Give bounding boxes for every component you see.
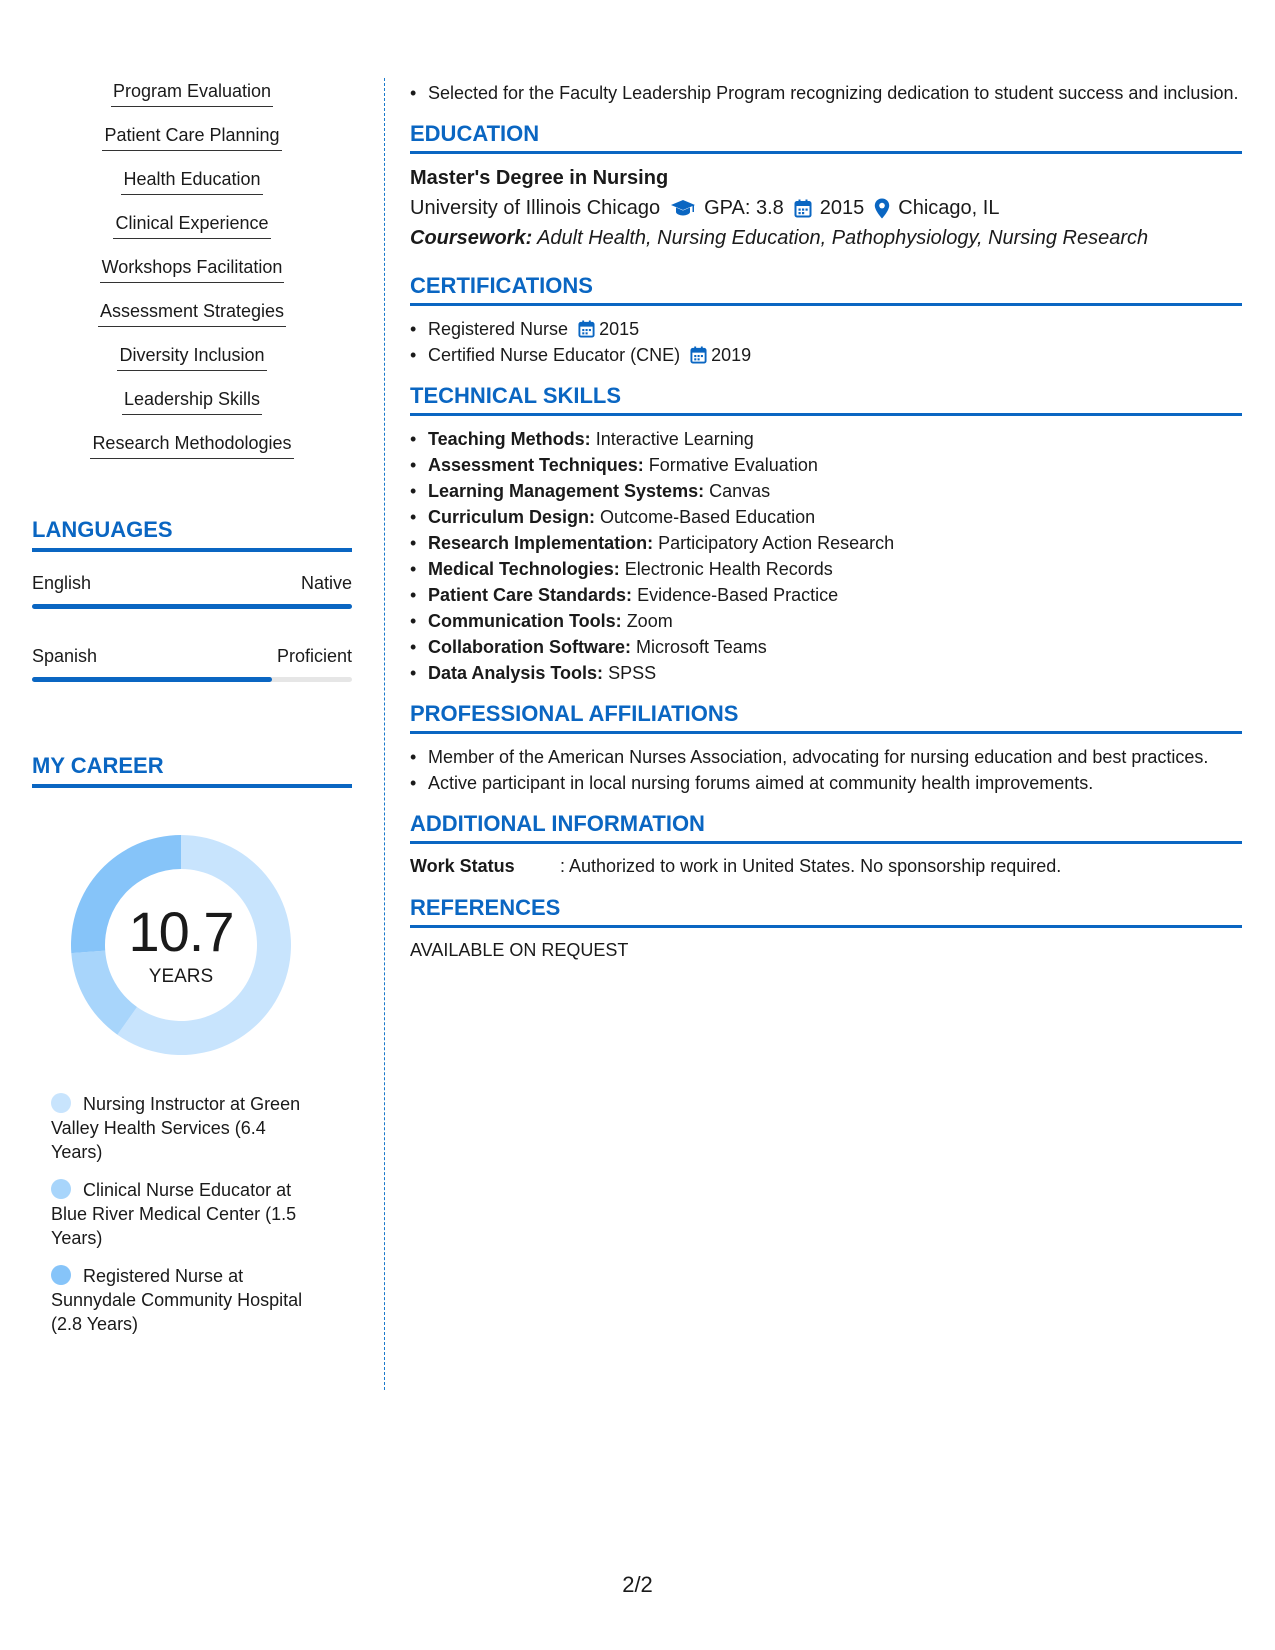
school-location: Chicago, IL [898,197,1000,219]
technical-skill-item [410,634,1242,660]
legend-label: Registered Nurse at Sunnydale Community Hospital (2.8 Years) [51,1266,303,1334]
career-donut [66,830,296,1060]
languages-section [32,516,352,682]
sidebar [32,80,352,1350]
technical-skills-list [410,426,1242,686]
column-divider [384,78,385,1390]
technical-skills-section [410,382,1242,686]
coursework-list: Adult Health, Nursing Education, Pathophysiology, Nursing Research [537,227,1149,249]
degree-title: Master's Degree in Nursing [410,167,669,189]
skill-label: Communication Tools: [428,611,622,631]
skill-value: Formative Evaluation [648,455,818,475]
legend-dot [51,1179,71,1199]
certification-item [410,342,1242,368]
technical-skills-heading: TECHNICAL SKILLS [410,382,1242,416]
skill-label: Curriculum Design: [428,507,596,527]
skill-label: Teaching Methods: [428,429,591,449]
career-total: 10.7 [128,900,234,963]
skill-tag: Clinical Experience [113,212,270,239]
technical-skill-item [410,582,1242,608]
coursework-label: Coursework: [410,227,533,249]
career-unit: YEARS [148,966,214,987]
certification-year: 2015 [599,319,640,339]
technical-skill-item [410,452,1242,478]
skills-list [32,80,352,476]
skill-value: Outcome-Based Education [600,507,816,527]
graduation-cap-icon [670,199,696,217]
language-bar-fill [32,604,352,609]
graduation-year: 2015 [819,197,865,219]
technical-skill-item [410,504,1242,530]
intro-bullet: • Selected for the Faculty Leadership Program recognizing dedication to student success and inclusion. [410,80,1242,106]
languages-heading: LANGUAGES [32,516,352,552]
skill-tag: Research Methodologies [90,432,293,459]
skill-value: Zoom [626,611,673,631]
skill-tag: Diversity Inclusion [117,344,266,371]
affiliations-heading: PROFESSIONAL AFFILIATIONS [410,700,1242,734]
skill-value: Canvas [709,481,771,501]
technical-skill-item [410,556,1242,582]
skill-value: Participatory Action Research [658,533,895,553]
education-section [410,120,1242,252]
school-name: University of Illinois Chicago [410,197,661,219]
language-level: Native [300,573,352,593]
skill-value: Interactive Learning [595,429,754,449]
calendar-icon [794,199,812,218]
technical-skill-item [410,608,1242,634]
language-bar [32,604,352,609]
gpa: GPA: 3.8 [704,197,784,219]
skill-tag: Patient Care Planning [102,124,281,151]
certifications-section [410,272,1242,368]
affiliation-item: • Active participant in local nursing forums aimed at community health improvements. [410,770,1242,796]
additional-info-heading: ADDITIONAL INFORMATION [410,810,1242,844]
main-column [410,80,1242,962]
language-item [32,572,352,609]
technical-skill-item [410,478,1242,504]
language-name: Spanish [32,646,98,666]
certifications-list [410,316,1242,368]
certification-item [410,316,1242,342]
work-status-label: Work Status [410,856,515,876]
references-heading: REFERENCES [410,894,1242,928]
career-legend [51,1092,321,1336]
page-number: 2/2 [622,1572,653,1597]
affiliations-section [410,700,1242,796]
skill-value: Electronic Health Records [624,559,833,579]
affiliations-list [410,744,1242,796]
coursework [410,224,1242,252]
language-bar-fill [32,677,272,682]
language-level: Proficient [276,646,352,666]
skill-tag: Workshops Facilitation [100,256,285,283]
references-text: AVAILABLE ON REQUEST [410,940,629,960]
technical-skill-item [410,426,1242,452]
skill-label: Learning Management Systems: [428,481,705,501]
calendar-icon [578,320,595,338]
skill-value: SPSS [608,663,657,683]
career-legend-item [51,1264,321,1336]
certification-name: Certified Nurse Educator (CNE) [428,345,681,365]
skill-value: Microsoft Teams [636,637,767,657]
skill-label: Data Analysis Tools: [428,663,604,683]
career-legend-item [51,1178,321,1250]
legend-label: Clinical Nurse Educator at Blue River Medical Center (1.5 Years) [51,1180,297,1248]
intro-bullets [410,80,1242,106]
language-bar [32,677,352,682]
education-heading: EDUCATION [410,120,1242,154]
education-details [410,192,1242,224]
legend-label: Nursing Instructor at Green Valley Health Services (6.4 Years) [51,1094,301,1162]
calendar-icon [690,346,707,364]
career-heading: MY CAREER [32,752,352,788]
certification-name: Registered Nurse [428,319,569,339]
work-status-value: : Authorized to work in United States. No sponsorship required. [560,856,1062,876]
work-status-row [410,854,1242,878]
skill-label: Medical Technologies: [428,559,620,579]
skill-label: Collaboration Software: [428,637,632,657]
legend-dot [51,1093,71,1113]
location-pin-icon [874,198,890,219]
technical-skill-item [410,660,1242,686]
certification-year: 2019 [711,345,752,365]
skill-value: Evidence-Based Practice [637,585,839,605]
technical-skill-item [410,530,1242,556]
career-section [32,752,352,1336]
skill-label: Assessment Techniques: [428,455,644,475]
skill-tag: Health Education [121,168,262,195]
affiliation-item: • Member of the American Nurses Association, advocating for nursing education and best practices. [410,744,1242,770]
references-section [410,894,1242,962]
skill-tag: Assessment Strategies [98,300,286,327]
skill-tag: Leadership Skills [122,388,262,415]
language-name: English [32,573,92,593]
additional-info-section [410,810,1242,878]
skill-label: Research Implementation: [428,533,654,553]
career-legend-item [51,1092,321,1164]
skill-tag: Program Evaluation [111,80,273,107]
language-item [32,645,352,682]
skill-label: Patient Care Standards: [428,585,633,605]
certifications-heading: CERTIFICATIONS [410,272,1242,306]
legend-dot [51,1265,71,1285]
